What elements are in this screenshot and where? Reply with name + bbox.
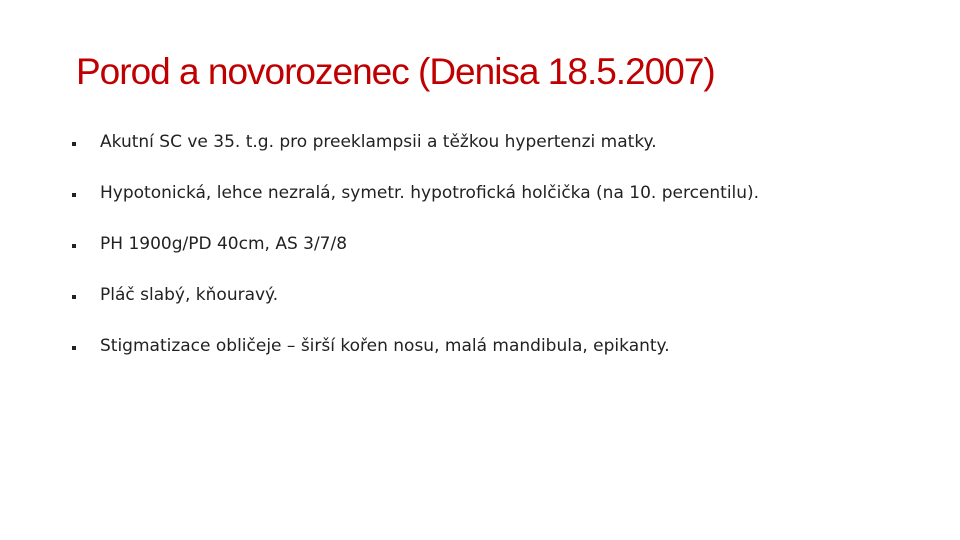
bullet-text: Akutní SC ve 35. t.g. pro preeklampsii a těžkou hypertenzi matky. [100, 132, 657, 152]
bullet-text: Stigmatizace obličeje – širší kořen nosu, malá mandibula, epikanty. [100, 336, 670, 356]
square-bullet-icon [72, 295, 76, 299]
square-bullet-icon [72, 193, 76, 197]
square-bullet-icon [72, 142, 76, 146]
bullet-text: Hypotonická, lehce nezralá, symetr. hypotrofická holčička (na 10. percentilu). [100, 183, 760, 203]
bullet-text: Pláč slabý, kňouravý. [100, 285, 279, 305]
square-bullet-icon [72, 244, 76, 248]
bullet-text: PH 1900g/PD 40cm, AS 3/7/8 [100, 234, 348, 254]
square-bullet-icon [72, 346, 76, 350]
slide-title: Porod a novorozenec (Denisa 18.5.2007) [76, 51, 715, 92]
